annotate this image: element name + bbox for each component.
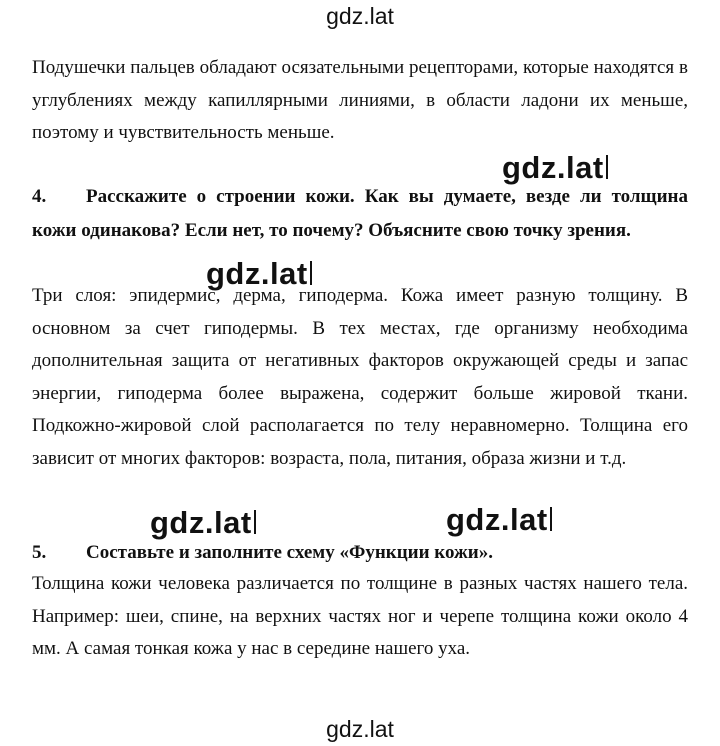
- question-5: [32, 536, 688, 570]
- header-watermark: gdz.lat: [326, 3, 394, 29]
- footer-watermark: gdz.lat: [326, 716, 394, 742]
- watermark-3-label: gdz.lat: [150, 505, 252, 540]
- watermark-3: [150, 505, 256, 541]
- answer-4-paragraph: Три слоя: эпидермис, дерма, гиподерма. Кожа имеет разную толщину. В основном за счет гиподермы. В тех местах, где организму необходима дополнительная защита от негативных факторов окружающей среды и запас энергии, гиподерма более выражена, содержит больше жировой ткани. Подкожно-жировой слой располагается по телу неравномерно. Толщина его зависит от многих факторов: возраста, пола, питания, образа жизни и т.д.: [32, 285, 688, 469]
- watermark-4-label: gdz.lat: [446, 502, 548, 537]
- answer-5-paragraph: Толщина кожи человека различается по толщине в разных частях нашего тела. Например: шеи, спине, на верхних частях ног и черепе толщина кожи около 4 мм. А самая тонкая кожа у нас в середине нашего уха.: [32, 573, 688, 659]
- question-5-text: Составьте и заполните схему «Функции кожи».: [86, 542, 494, 563]
- watermark-2: [206, 256, 312, 292]
- question-5-number: 5.: [32, 542, 47, 563]
- question-4-number: 4.: [32, 186, 47, 207]
- watermark-1: [502, 150, 608, 186]
- watermark-2-label: gdz.lat: [206, 256, 308, 291]
- question-4-text: Расскажите о строении кожи. Как вы думаете, везде ли толщина кожи одинакова? Если нет, то почему? Объясните свою точку зрения.: [32, 186, 688, 241]
- intro-paragraph: Подушечки пальцев обладают осязательными рецепторами, которые находятся в углублениях между капиллярными линиями, в области ладони их меньше, поэтому и чувствительность меньше.: [32, 57, 688, 143]
- watermark-4: [446, 502, 552, 538]
- question-4: [32, 180, 688, 248]
- watermark-1-label: gdz.lat: [502, 150, 604, 185]
